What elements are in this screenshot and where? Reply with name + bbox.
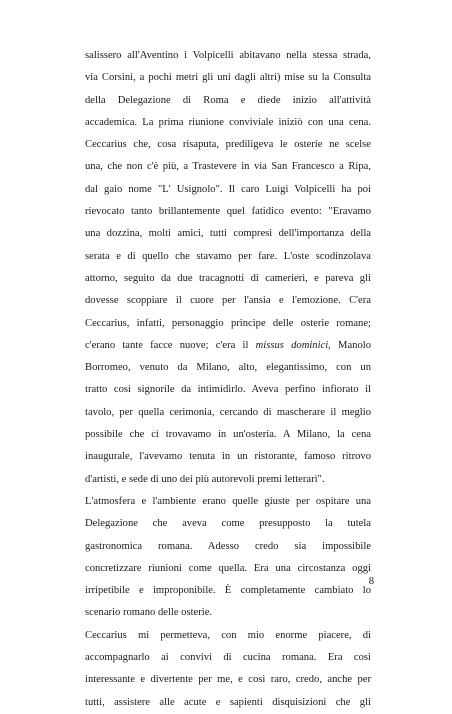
text-line: possibile che ci trovavamo in un'osteria. A Milano, la cena bbox=[85, 429, 371, 441]
text-line: dal gaio nome "L' Usignolo". Il caro Luigi Volpicelli ha poi bbox=[85, 183, 371, 195]
text-line: Ceccarius che, cosa risaputa, prediligeva le osterie ne scelse bbox=[85, 139, 371, 151]
text-line: tavolo, per quella cerimonia, cercando di mascherare il meglio bbox=[85, 406, 371, 418]
text-line: serata e di quello che stavamo per fare. L'oste scodinzolava bbox=[85, 250, 371, 262]
text-line: accademica. La prima riunione conviviale iniziò con una cena. bbox=[85, 116, 371, 128]
text-line: Ceccarius mi permetteva, con mio enorme piacere, di bbox=[85, 629, 371, 641]
text-line: interessante e divertente per me, e così raro, credo, anche per bbox=[85, 674, 371, 686]
text-line: L'atmosfera e l'ambiente erano quelle giuste per ospitare una bbox=[85, 495, 371, 507]
text-span: , Manolo bbox=[328, 339, 371, 351]
text-line: attorno, seguito da due tracagnotti di camerieri, e pareva gli bbox=[85, 272, 371, 284]
text-line: Ceccarius, infatti, personaggio principe delle osterie romane; bbox=[85, 317, 371, 329]
text-line: una, che non c'è più, a Trastevere in via San Francesco a Ripa, bbox=[85, 161, 371, 173]
text-line: tratto così signorile da intimidirlo. Aveva perfino infiorato il bbox=[85, 384, 371, 396]
body-text bbox=[85, 45, 371, 714]
text-line bbox=[85, 335, 371, 357]
text-line: scenario romano delle osterie. bbox=[85, 607, 213, 619]
text-line: concretizzare riunioni come quella. Era una circostanza oggi bbox=[85, 562, 371, 574]
text-line: d'artisti, e sede di uno dei più autorevoli premi letterari". bbox=[85, 473, 325, 485]
text-line: della Delegazione di Roma e diede inizio all'attività bbox=[85, 94, 371, 106]
text-line: via Corsini, a pochi metri gli uni dagli altri) mise su la Consulta bbox=[85, 72, 371, 84]
text-line: Delegazione che aveva come presupposto la tutela bbox=[85, 518, 371, 530]
text-line: una dozzina, molti amici, tutti compresi dell'importanza della bbox=[85, 228, 371, 240]
text-line: rievocato tanto brillantemente quel fatidico evento: "Eravamo bbox=[85, 206, 371, 218]
text-line: inaugurale, l'avevamo tenuta in un ristorante, famoso ritrovo bbox=[85, 451, 371, 463]
text-line: accompagnarlo ai convivi di cucina romana. Era così bbox=[85, 652, 371, 664]
text-line: Borromeo, venuto da Milano, alto, elegantissimo, con un bbox=[85, 362, 371, 374]
text-line: tutti, assistere alle acute e sapienti disquisizioni che gli bbox=[85, 696, 371, 708]
text-line: gastronomica romana. Adesso credo sia impossibile bbox=[85, 540, 371, 552]
text-line: irripetibile e improponibile. È completamente cambiato lo bbox=[85, 585, 371, 597]
page-number: 8 bbox=[368, 576, 374, 587]
text-span: c'erano tante facce nuove; c'era il bbox=[85, 339, 256, 351]
text-line: salissero all'Aventino i Volpicelli abitavano nella stessa strada, bbox=[85, 50, 371, 61]
italic-term: missus dominici bbox=[255, 339, 329, 351]
text-line: dovesse scoppiare il cuore per l'ansia e l'emozione. C'era bbox=[85, 295, 371, 307]
